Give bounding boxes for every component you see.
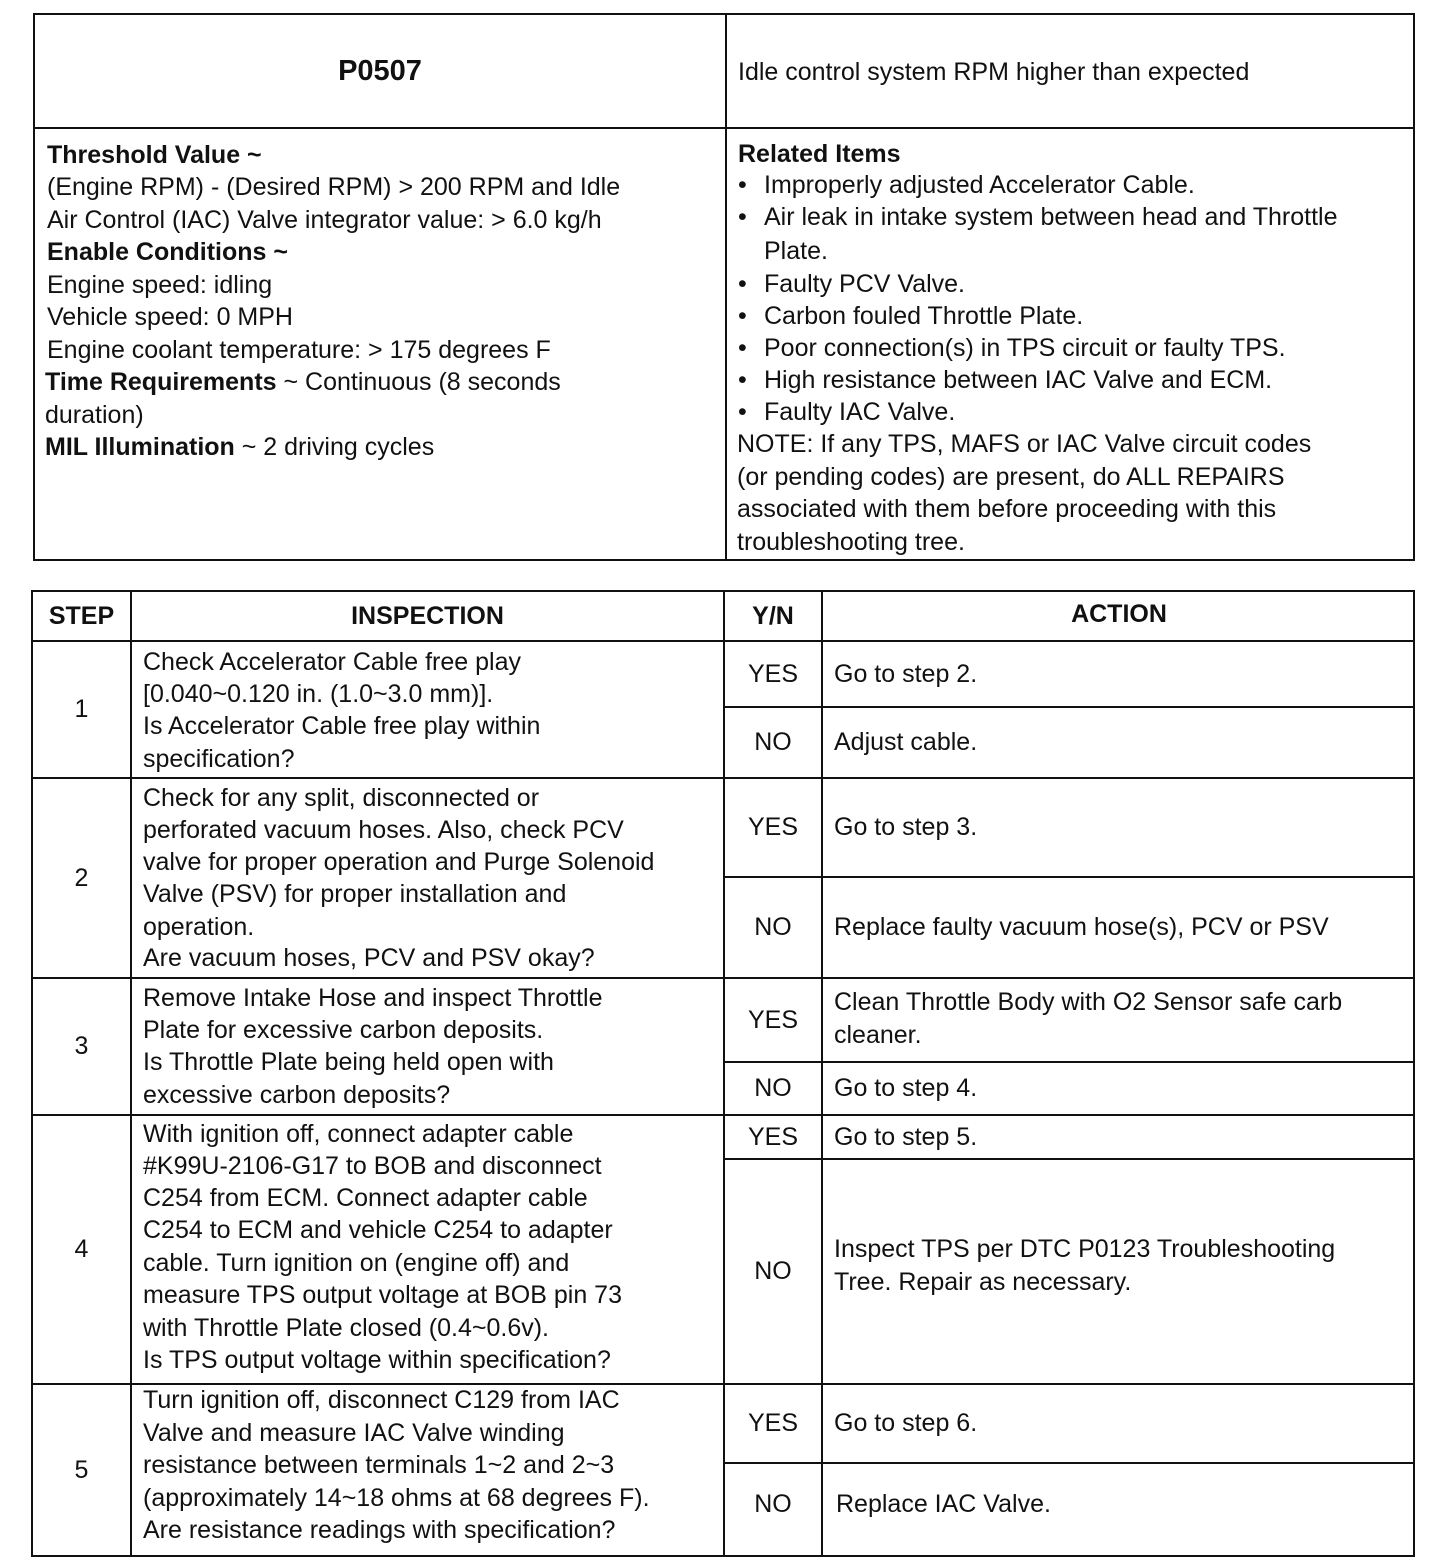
enable-line: Engine coolant temperature: > 175 degrees F (47, 336, 551, 364)
inspection-line: perforated vacuum hoses. Also, check PCV (143, 816, 624, 844)
no-label: NO (754, 1074, 792, 1103)
summary-divider-horizontal (33, 127, 1415, 129)
inspection-line: Turn ignition off, disconnect C129 from IAC (143, 1386, 620, 1414)
yes-label: YES (747, 812, 799, 841)
yes-label: YES (747, 659, 799, 688)
yes-action-line: Clean Throttle Body with O2 Sensor safe carb (834, 988, 1343, 1016)
yes-action: Go to step 2. (834, 659, 978, 688)
inspection-line: Remove Intake Hose and inspect Throttle (143, 984, 603, 1012)
inspection-line: Check Accelerator Cable free play (143, 648, 521, 676)
inspection-line: Valve and measure IAC Valve winding (143, 1419, 565, 1447)
inspection-line: specification? (143, 745, 295, 773)
related-title: Related Items (738, 140, 901, 168)
time-value-cont: duration) (45, 401, 144, 429)
header-divider (31, 640, 1415, 642)
inspection-line: with Throttle Plate closed (0.4~0.6v). (143, 1314, 549, 1342)
inspection-line: operation. (143, 913, 255, 941)
mil-value: ~ 2 driving cycles (234, 433, 435, 461)
inspection-line: (approximately 14~18 ohms at 68 degrees F). (143, 1484, 650, 1512)
dtc-code: P0507 (338, 54, 422, 87)
yes-label: YES (747, 1005, 799, 1034)
enable-label: Enable Conditions ~ (47, 238, 288, 266)
no-action: Replace faulty vacuum hose(s), PCV or PSV (834, 913, 1329, 942)
yes-label: YES (747, 1409, 799, 1438)
no-action-line: Tree. Repair as necessary. (834, 1268, 1132, 1296)
step-number: 2 (74, 863, 89, 892)
summary-divider-vertical (725, 13, 727, 561)
inspection-line: measure TPS output voltage at BOB pin 73 (143, 1281, 622, 1309)
yes-label: YES (747, 1122, 799, 1151)
yes-action: Go to step 3. (834, 812, 978, 841)
time-requirements (45, 366, 561, 399)
no-label: NO (754, 728, 792, 757)
no-label: NO (754, 1257, 792, 1286)
inspection-line: #K99U-2106-G17 to BOB and disconnect (143, 1152, 602, 1180)
inspection-line: Are vacuum hoses, PCV and PSV okay? (143, 944, 595, 972)
col-divider (130, 590, 132, 1557)
inspection-line: Valve (PSV) for proper installation and (143, 880, 567, 908)
inspection-line: Is Accelerator Cable free play within (143, 712, 541, 740)
col-divider (821, 590, 823, 1557)
header-yn: Y/N (752, 601, 794, 630)
note-line: associated with them before proceeding with this (737, 495, 1277, 523)
threshold-label: Threshold Value ~ (47, 141, 262, 169)
yn-divider (723, 1462, 1415, 1464)
no-action: Go to step 4. (834, 1074, 978, 1103)
mil-label: MIL Illumination (45, 433, 235, 461)
inspection-line: C254 from ECM. Connect adapter cable (143, 1184, 588, 1212)
inspection-line: With ignition off, connect adapter cable (143, 1120, 574, 1148)
threshold-line: Air Control (IAC) Valve integrator value: > 6.0 kg/h (47, 206, 602, 234)
inspection-line: Is Throttle Plate being held open with (143, 1048, 554, 1076)
step-number: 4 (74, 1235, 89, 1264)
step-number: 5 (74, 1455, 89, 1484)
yes-action: Go to step 5. (834, 1122, 978, 1151)
mil-illumination (45, 431, 434, 464)
inspection-line: Check for any split, disconnected or (143, 784, 540, 812)
header-inspection: INSPECTION (351, 601, 504, 630)
inspection-line: cable. Turn ignition on (engine off) and (143, 1249, 570, 1277)
inspection-line: C254 to ECM and vehicle C254 to adapter (143, 1216, 613, 1244)
row-divider (31, 977, 1415, 979)
step-number: 1 (74, 695, 89, 724)
note-line: NOTE: If any TPS, MAFS or IAC Valve circuit codes (737, 430, 1312, 458)
no-action-line: Inspect TPS per DTC P0123 Troubleshooting (834, 1235, 1336, 1263)
inspection-line: [0.040~0.120 in. (1.0~3.0 mm)]. (143, 680, 494, 708)
dtc-description: Idle control system RPM higher than expected (738, 57, 1250, 86)
no-action: Adjust cable. (834, 728, 978, 757)
no-label: NO (754, 913, 792, 942)
row-divider (31, 1114, 1415, 1116)
row-divider (31, 777, 1415, 779)
inspection-line: Are resistance readings with specification? (143, 1516, 616, 1544)
time-label: Time Requirements (45, 368, 277, 396)
yes-action: Go to step 6. (834, 1409, 978, 1438)
no-action: Replace IAC Valve. (836, 1489, 1051, 1518)
step-number: 3 (74, 1032, 89, 1061)
threshold-line: (Engine RPM) - (Desired RPM) > 200 RPM and Idle (47, 173, 621, 201)
yes-action-line: cleaner. (834, 1021, 922, 1049)
related-item-cont: Plate. (764, 237, 828, 265)
inspection-line: resistance between terminals 1~2 and 2~3 (143, 1451, 615, 1479)
enable-line: Vehicle speed: 0 MPH (47, 303, 293, 331)
yn-divider (723, 706, 1415, 708)
enable-line: Engine speed: idling (47, 271, 273, 299)
header-step: STEP (48, 601, 115, 630)
yn-divider (723, 1158, 1415, 1160)
time-value: ~ Continuous (8 seconds (276, 368, 561, 396)
inspection-line: valve for proper operation and Purge Solenoid (143, 848, 655, 876)
yn-divider (723, 1061, 1415, 1063)
inspection-line: Plate for excessive carbon deposits. (143, 1016, 544, 1044)
note-line: (or pending codes) are present, do ALL REPAIRS (737, 463, 1285, 491)
inspection-line: excessive carbon deposits? (143, 1081, 451, 1109)
header-action: ACTION (1071, 599, 1167, 628)
note-line: troubleshooting tree. (737, 528, 965, 556)
no-label: NO (754, 1489, 792, 1518)
inspection-line: Is TPS output voltage within specification? (143, 1346, 611, 1374)
